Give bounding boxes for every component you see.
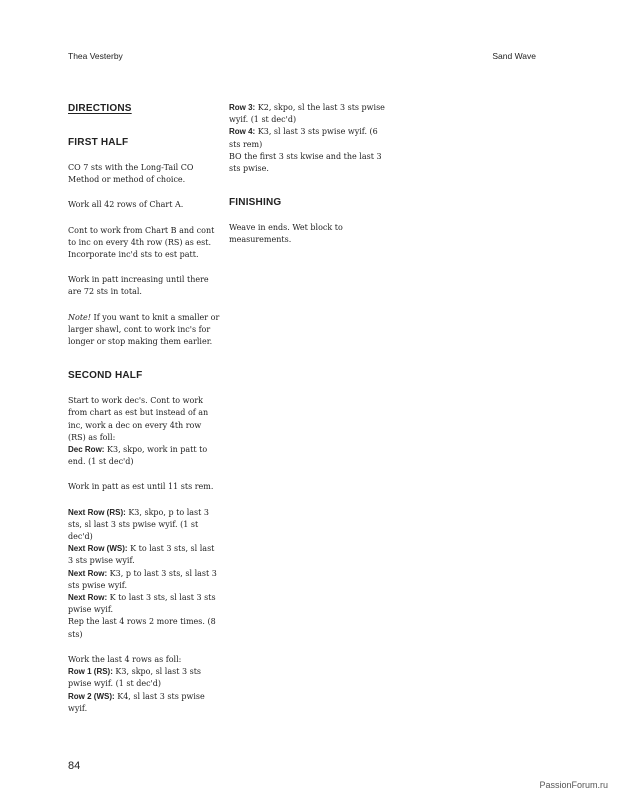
- note-text: If you want to knit a smaller or larger shawl, cont to work inc's for longer or stop making them earlier.: [68, 312, 220, 347]
- next-row-2: [68, 543, 220, 567]
- next-row-3-label: Next Row:: [68, 568, 108, 578]
- header-author: Thea Vesterby: [68, 51, 123, 61]
- row-1: [68, 666, 220, 690]
- first-half-heading: FIRST HALF: [68, 137, 129, 148]
- first-half-para-1: CO 7 sts with the Long-Tail CO Method or method of choice.: [68, 163, 194, 185]
- next-row-4-text: K to last 3 sts, sl last 3 sts pwise wyif.: [68, 593, 216, 615]
- row-2: [68, 691, 220, 715]
- page-number: 84: [68, 760, 81, 772]
- dec-row-label: Dec Row:: [68, 445, 105, 455]
- dec-row: [68, 444, 220, 468]
- second-half-para-2: Work in patt as est until 11 sts rem.: [68, 482, 214, 492]
- finishing-text: Weave in ends. Wet block to measurements.: [229, 223, 343, 245]
- note-paragraph: [68, 312, 220, 349]
- second-half-heading: SECOND HALF: [68, 370, 143, 382]
- next-row-3: [68, 568, 220, 592]
- directions-heading: DIRECTIONS: [68, 103, 132, 114]
- row-3-label: Row 3:: [229, 103, 256, 112]
- second-half-para-1: Start to work dec's. Cont to work from chart as est but instead of an inc, work a dec on every 4th row (RS) as foll:: [68, 396, 209, 442]
- next-row-4-label: Next Row:: [68, 593, 108, 603]
- next-row-2-text: K to last 3 sts, sl last 3 sts pwise wyif.: [68, 544, 215, 566]
- row-1-text: K3, skpo, sl last 3 sts pwise wyif. (1 st dec'd): [68, 667, 202, 689]
- next-row-1-text: K3, skpo, p to last 3 sts, sl last 3 sts pwise wyif. (1 st dec'd): [68, 507, 209, 542]
- row-3-text: K2, skpo, sl the last 3 sts pwise wyif. (1 st dec'd): [229, 103, 385, 125]
- first-half-para-4: Work in patt increasing until there are 72 sts in total.: [68, 275, 209, 297]
- column-right: [229, 102, 389, 247]
- next-row-1-label: Next Row (RS):: [68, 507, 126, 517]
- row-4-text: K3, sl last 3 sts pwise wyif. (6 sts rem): [229, 127, 378, 149]
- row-1-label: Row 1 (RS):: [68, 667, 113, 677]
- repeat-instruction: Rep the last 4 rows 2 more times. (8 sts): [68, 617, 216, 639]
- note-label: Note!: [68, 312, 91, 322]
- next-row-4: [68, 592, 220, 616]
- column-left: [68, 102, 220, 715]
- next-row-1: [68, 507, 220, 544]
- finishing-heading: FINISHING: [229, 197, 282, 209]
- first-half-para-3: Cont to work from Chart B and cont to inc on every 4th row (RS) as est. Incorporate inc'd sts to est patt.: [68, 225, 215, 260]
- next-row-3-text: K3, p to last 3 sts, sl last 3 sts pwise wyif.: [68, 568, 217, 590]
- watermark: PassionForum.ru: [539, 780, 608, 790]
- row-4: [229, 126, 389, 150]
- row-2-label: Row 2 (WS):: [68, 691, 115, 701]
- next-row-2-label: Next Row (WS):: [68, 544, 128, 554]
- first-half-para-2: Work all 42 rows of Chart A.: [68, 200, 184, 210]
- row-3: [229, 102, 389, 126]
- dec-row-text: K3, skpo, work in patt to end. (1 st dec'd): [68, 445, 208, 467]
- row-4-label: Row 4:: [229, 127, 256, 137]
- row-2-text: K4, sl last 3 sts pwise wyif.: [68, 691, 205, 713]
- header-pattern-name: Sand Wave: [492, 51, 536, 61]
- bind-off-instruction: BO the first 3 sts kwise and the last 3 sts pwise.: [229, 151, 382, 174]
- last-rows-intro: Work the last 4 rows as foll:: [68, 654, 182, 664]
